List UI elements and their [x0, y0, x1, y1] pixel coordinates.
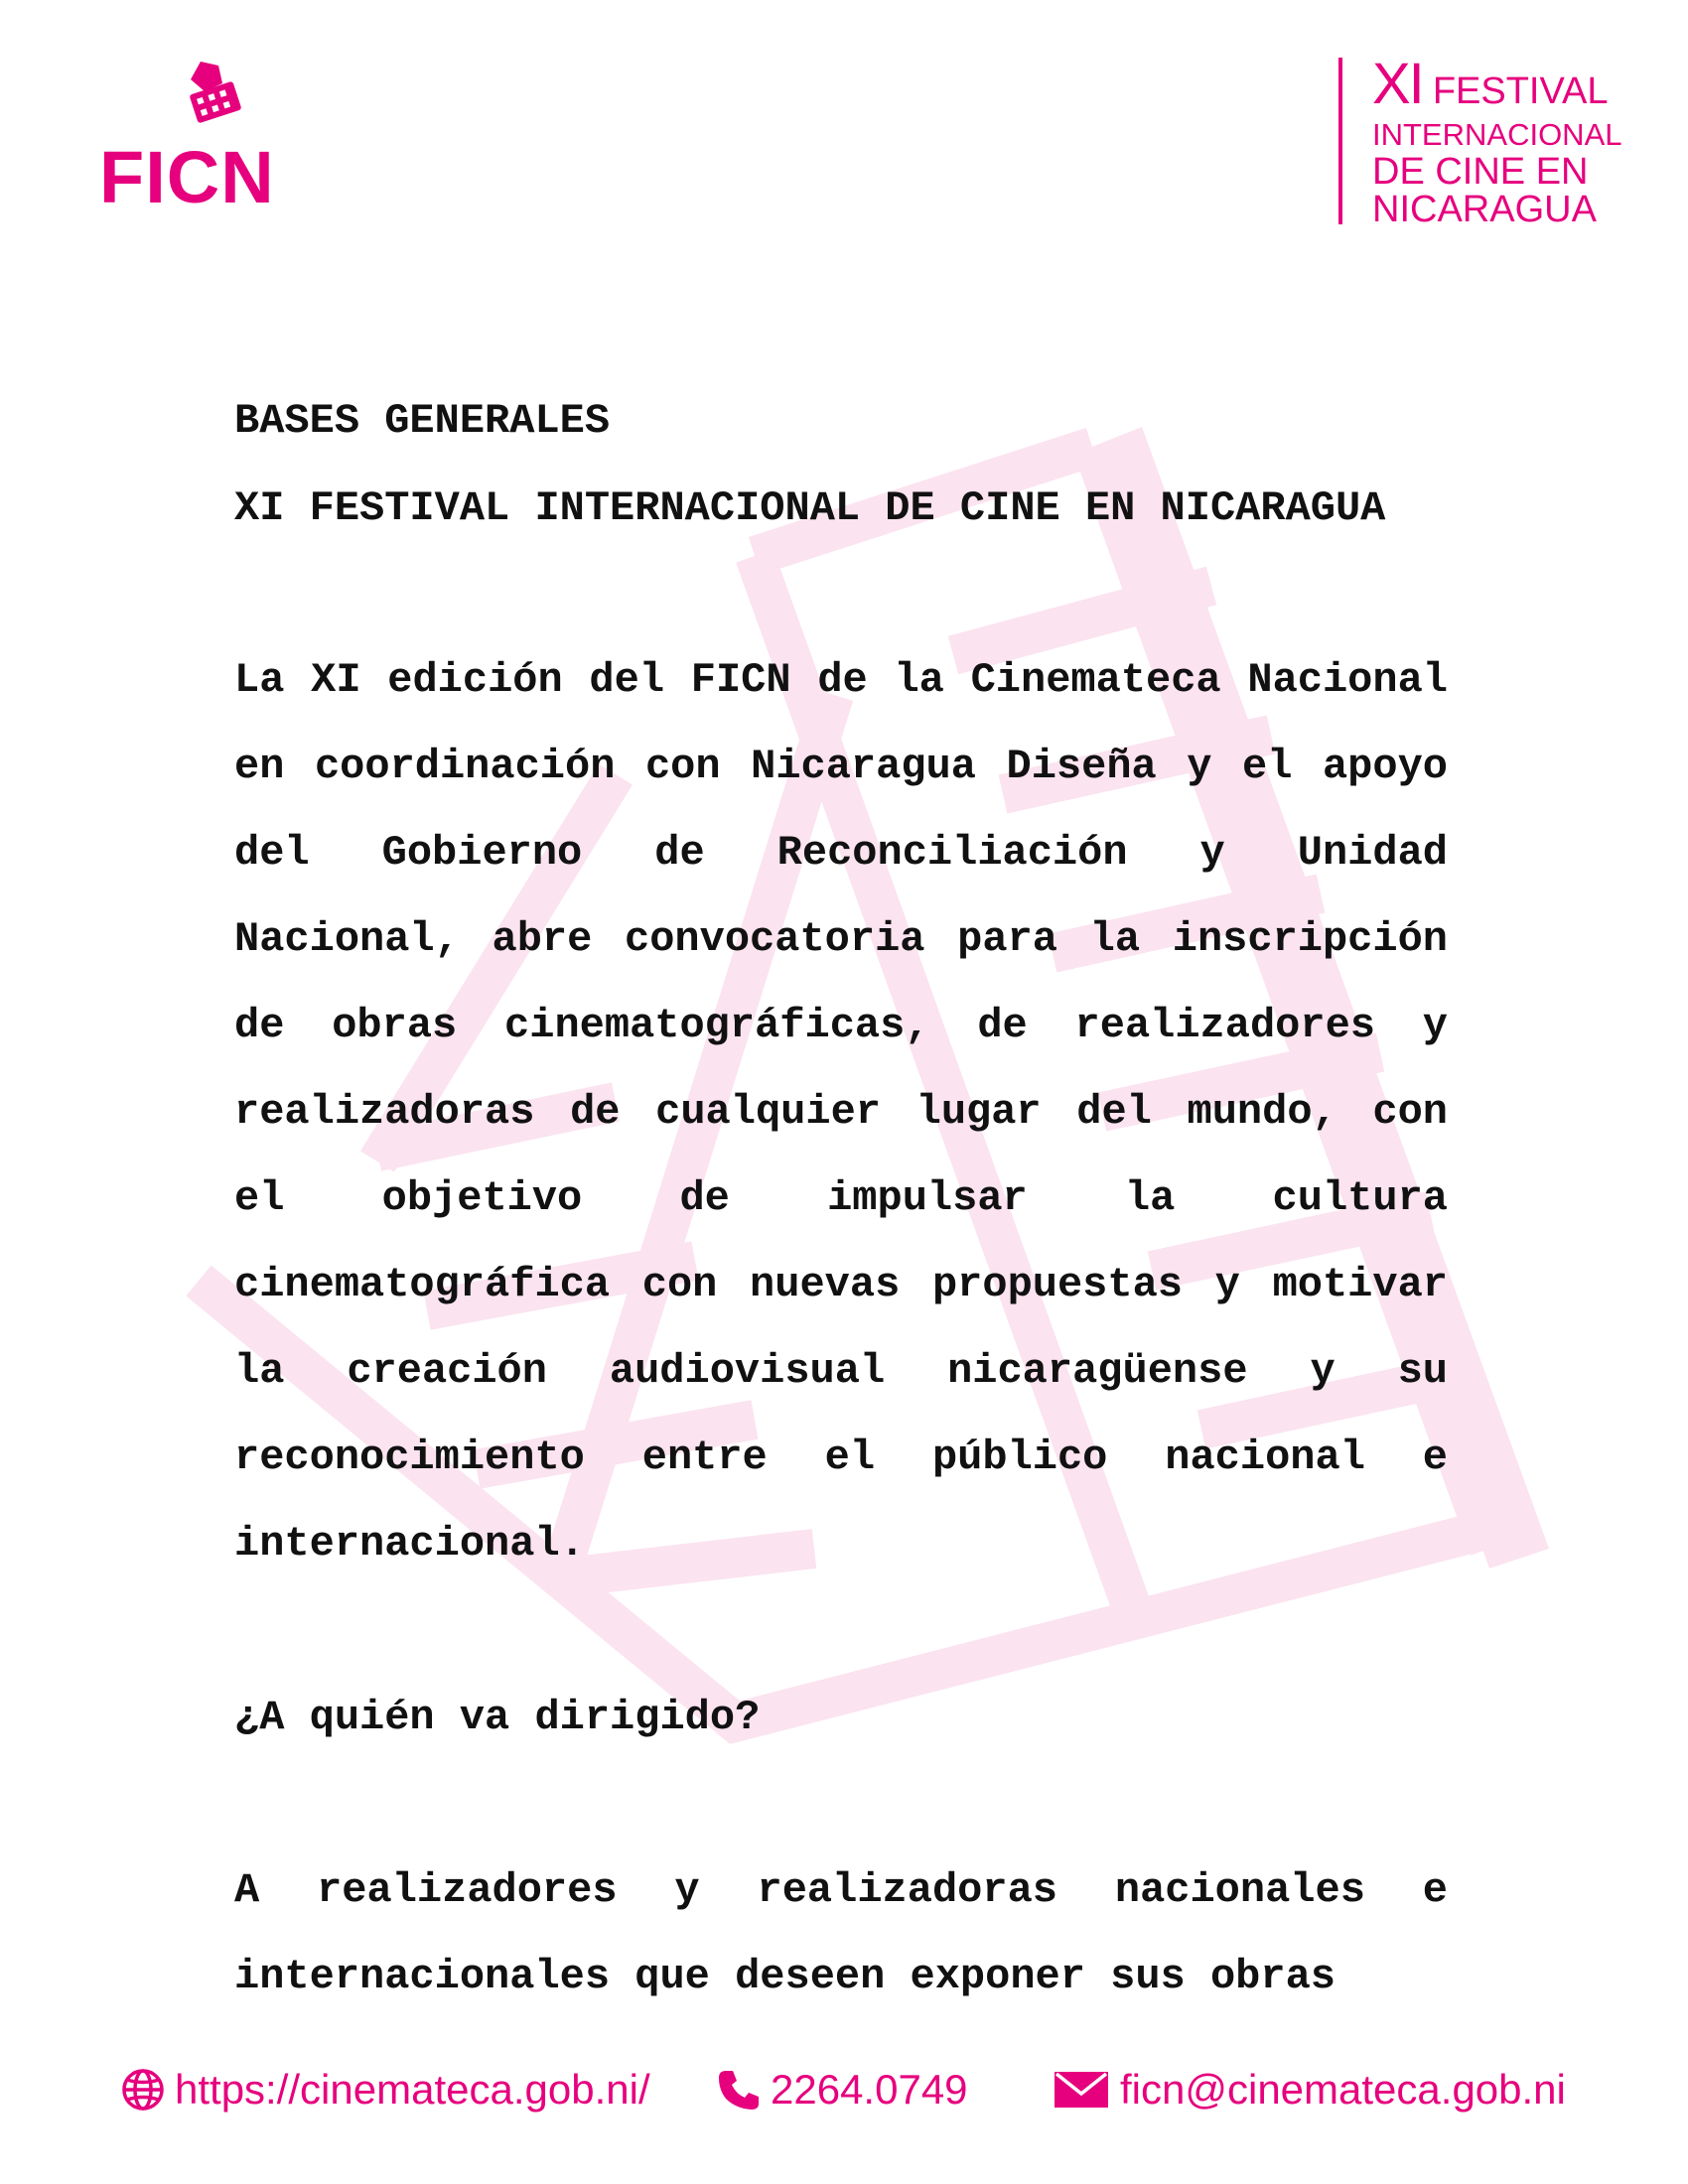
logo-festival-word: FESTIVAL: [1432, 70, 1609, 112]
logo-line-2: INTERNACIONAL: [1372, 117, 1622, 152]
mail-icon: [1053, 2068, 1110, 2112]
logo-line-1: [1372, 52, 1609, 116]
phone-text: 2264.0749: [771, 2066, 968, 2113]
logo-divider: [1338, 58, 1342, 224]
contact-footer: [121, 2055, 1591, 2124]
globe-icon: [121, 2068, 165, 2112]
phone-icon: [717, 2068, 761, 2112]
logo-line-3: DE CINE EN: [1372, 151, 1589, 193]
website-link[interactable]: [121, 2055, 650, 2124]
section-paragraph: A realizadores y realizadoras nacionales e internacionales que deseen exponer sus obras: [234, 1866, 1448, 2000]
document-body: [234, 377, 1448, 2020]
document-subtitle: XI FESTIVAL INTERNACIONAL DE CINE EN NICARAGUA: [234, 484, 1386, 532]
phone-link[interactable]: [717, 2055, 968, 2124]
film-camera-icon: [181, 62, 250, 131]
logo-text: FICN: [99, 136, 275, 218]
section-heading: ¿A quién va dirigido?: [234, 1694, 761, 1741]
intro-paragraph: La XI edición del FICN de la Cinemateca Nacional en coordinación con Nicaragua Diseña y el apoyo del Gobierno de Reconciliación y Unidad Nacional, abre convocatoria para la inscripción de obras cinematográficas, de realizadores y realizadoras de cualquier lugar del mundo, con el objetivo de impulsar la cultura cinematográfica con nuevas propuestas y motivar la creación audiovisual nicaragüense y su reconocimiento entre el público nacional e internacional.: [234, 656, 1448, 1568]
document-title: BASES GENERALES: [234, 397, 611, 445]
logo-line-4: NICARAGUA: [1372, 189, 1597, 230]
logo-edition: XI: [1372, 52, 1423, 116]
festival-logo: [1338, 52, 1636, 230]
email-link[interactable]: [1053, 2055, 1566, 2124]
ficn-logo: [99, 62, 278, 218]
website-text: https://cinemateca.gob.ni/: [175, 2066, 650, 2113]
email-text: ficn@cinemateca.gob.ni: [1120, 2066, 1566, 2113]
